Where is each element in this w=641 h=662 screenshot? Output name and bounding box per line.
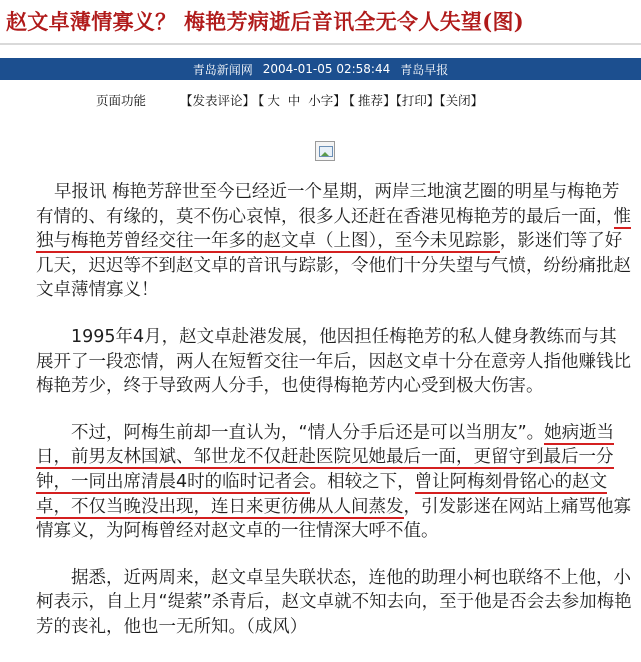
article-paragraph-2: 1995年4月，赵文卓赴港发展，他因担任梅艳芳的私人健身教练而与其展开了一段恋情，两人在短暂交往一年后，因赵文卓十分在意旁人指他赚钱比梅艳芳少，终于导致两人分手，也使得梅艳芳内心受到极大伤害。 — [36, 326, 631, 397]
print-link[interactable]: 打印 — [401, 93, 427, 108]
page-functions-bar — [0, 88, 641, 112]
article-paragraph-3 — [36, 421, 632, 544]
broken-image-icon — [315, 141, 335, 161]
paragraph-text: 。相较之下， — [309, 471, 415, 492]
post-comment-link[interactable]: 发表评论 — [192, 93, 243, 108]
underlined-text: 她病逝当日，前男友林国斌、邹世龙不仅赶赴医院见她最后一面，更留守到最后一分钟，一同出席清晨4时的临时记者会 — [36, 422, 615, 492]
paragraph-text: ，影迷们等了好几天，迟迟等不到赵文卓的音讯与踪影，令他们十分失望与气愤，纷纷痛批赵文卓薄情寡义！ — [36, 231, 631, 301]
newspaper-name: 青岛早报 — [400, 62, 449, 77]
article-headline: 赵文卓薄情寡义？ 梅艳芳病逝后音讯全无令人失望(图) — [6, 9, 524, 34]
page-functions-links: 【发表评论】 【 大 中 小字】 【 推荐】【打印】【关闭】 — [180, 93, 484, 108]
font-small-link[interactable]: 小字 — [308, 93, 334, 108]
article-body — [36, 180, 632, 662]
underlined-text: 曾让阿梅刻骨铭心的赵文卓，不仅当晚没出现，连日来更彷佛从人间蒸发 — [36, 471, 608, 517]
font-large-link[interactable]: 大 — [267, 93, 280, 108]
article-paragraph-1 — [36, 180, 632, 303]
paragraph-text: 不过，阿梅生前却一直认为，“情人分手后还是可以当朋友”。 — [71, 422, 545, 443]
publish-datetime: 2004-01-05 02:58:44 — [262, 62, 391, 76]
source-name: 青岛新闻网 — [192, 62, 253, 77]
recommend-link[interactable]: 推荐 — [358, 93, 384, 108]
info-bar — [0, 58, 641, 80]
page-functions-label: 页面功能 — [96, 93, 147, 108]
paragraph-text: ，引发影迷在网站上痛骂他寡情寡义，为阿梅曾经对赵文卓的一往情深大呼不值。 — [36, 496, 631, 542]
paragraph-text: 早报讯 梅艳芳辞世至今已经近一个星期，两岸三地演艺圈的明星与梅艳芳有情的、有缘的，莫不伤心哀悼，很多人还赶在香港见梅艳芳的最后一面， — [36, 182, 620, 227]
article-paragraph-4: 据悉，近两周来，赵文卓呈失联状态，连他的助理小柯也联络不上他，小柯表示，自上月“缇萦”杀青后，赵文卓就不知去向，至于他是否会去参加梅艳芳的丧礼，他也一无所知。（成风） — [36, 567, 632, 637]
close-link[interactable]: 关闭 — [445, 93, 471, 108]
font-medium-link[interactable]: 中 — [287, 93, 301, 108]
header-divider — [0, 43, 641, 45]
underlined-text: 惟独与梅艳芳曾经交往一年多的赵文卓（上图），至今未见踪影 — [36, 206, 631, 252]
